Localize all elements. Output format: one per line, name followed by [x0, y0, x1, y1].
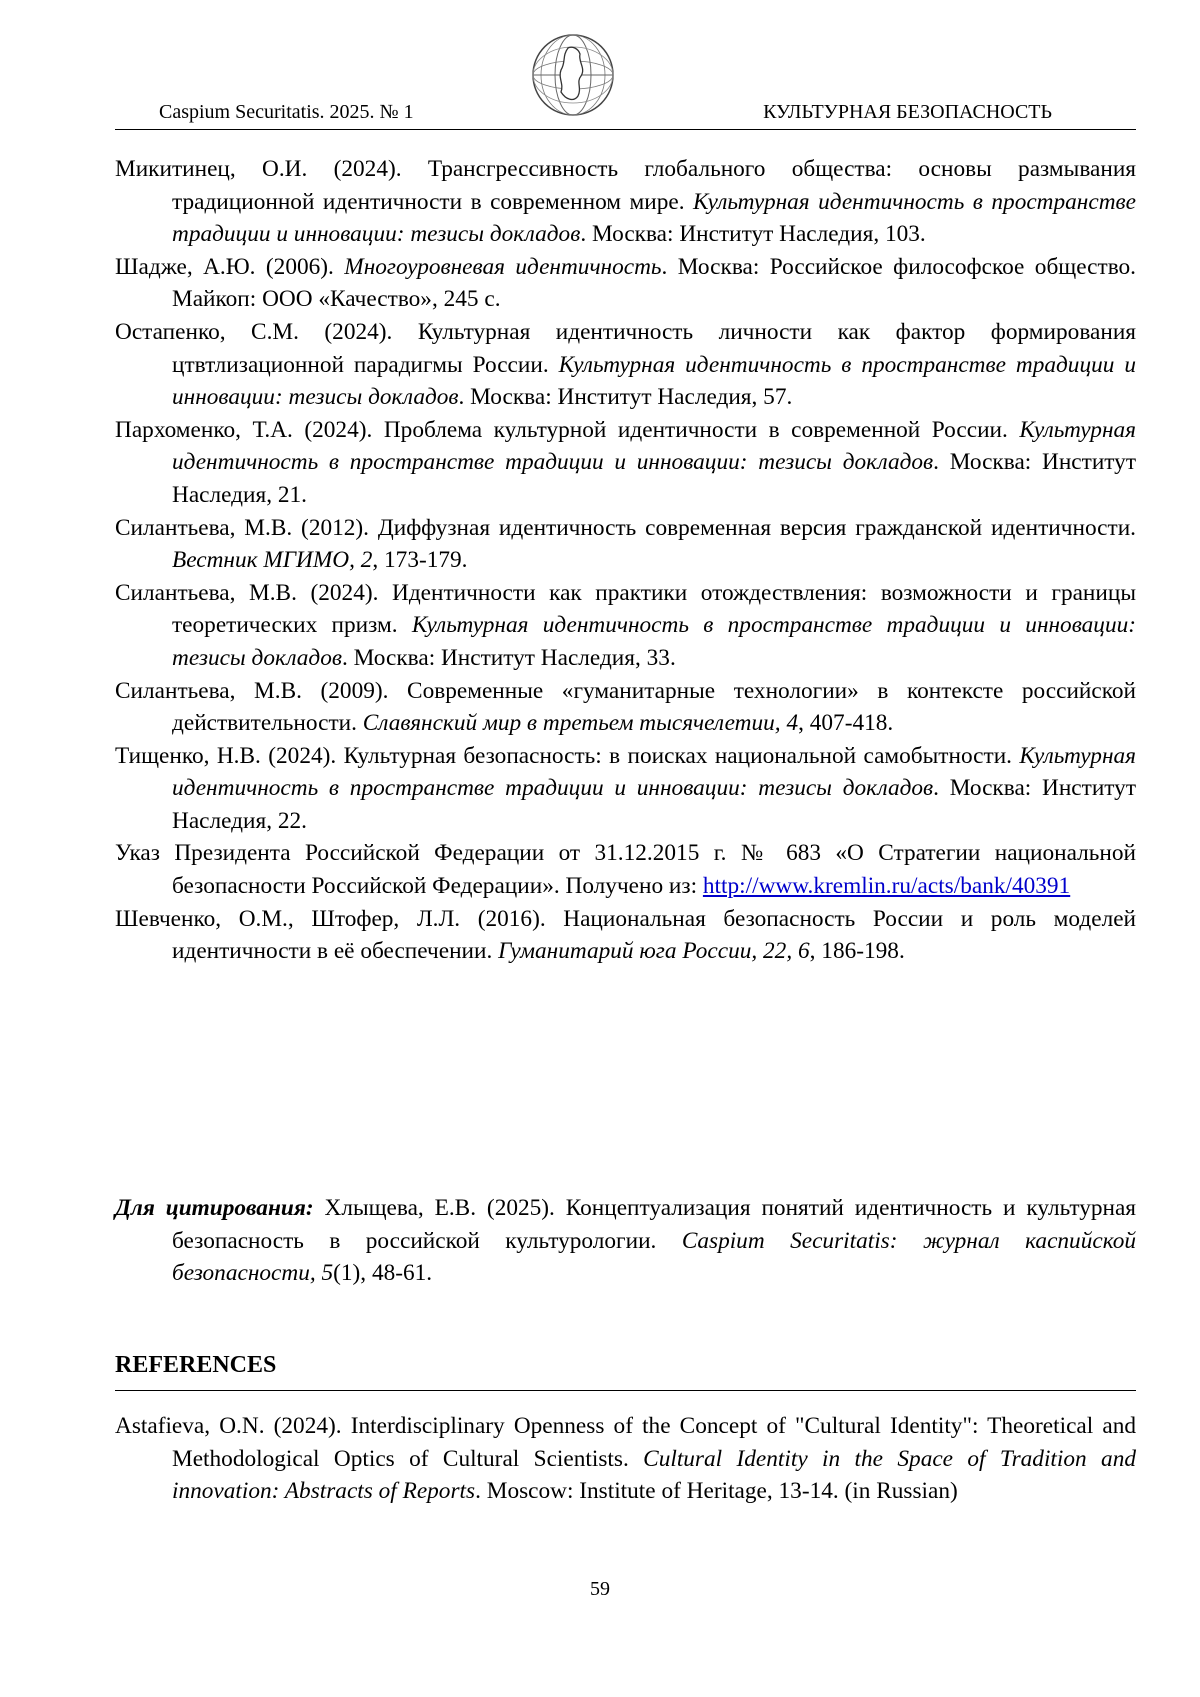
reference-item: Шевченко, О.М., Штофер, Л.Л. (2016). Национальная безопасность России и роль моделей идентичности в её обеспечении. Гуманитарий юга России, 22, 6, 186-198. [115, 905, 1136, 965]
reference-item: Остапенко, С.М. (2024). Культурная идентичность личности как фактор формирования цтвтлизационной парадигмы России. Культурная идентичность в пространстве традиции и инновации: тезисы докладов. Москва: Институт Наследия, 57. [115, 318, 1136, 411]
reference-item: Шадже, А.Ю. (2006). Многоуровневая идентичность. Москва: Российское философское общество. Майкоп: ООО «Качество», 245 с. [115, 253, 1137, 313]
reference-item: Силантьева, М.В. (2012). Диффузная идентичность современная версия гражданской идентичности. Вестник МГИМО, 2, 173-179. [115, 514, 1136, 574]
journal-title: Caspium Securitatis. 2025. № 1 [159, 101, 414, 123]
reference-item: Astafieva, O.N. (2024). Interdisciplinary Openness of the Concept of "Cultural Identity": Theoretical and Methodological Optics of Cultural Scientists. Cultural Identity in the Space of Tradition and innovation: Abstracts of Reports. Moscow: Institute of Heritage, 13-14. (in Russian) [115, 1413, 1136, 1505]
reference-item: Пархоменко, Т.А. (2024). Проблема культурной идентичности в современной России. Культурная идентичность в пространстве традиции и инновации: тезисы докладов. Москва: Институт Наследия, 21. [115, 416, 1136, 508]
kremlin-link[interactable]: http://www.kremlin.ru/acts/bank/40391 [702, 873, 1071, 900]
references-heading: REFERENCES [115, 1352, 1136, 1391]
reference-item: Тищенко, Н.В. (2024). Культурная безопасность: в поисках национальной самобытности. Культурная идентичность в пространстве традиции и инновации: тезисы докладов. Москва: Институт Наследия, 22. [115, 742, 1136, 834]
page-header [115, 30, 1136, 130]
citation-block: Для цитирования: Хлыщева, Е.В. (2025). Концептуализация понятий идентичность и культурная безопасность в российской культурологии. Caspium Securitatis: журнал каспийской безопасности, 5(1), 48-61. [115, 1195, 1137, 1287]
reference-item: Указ Президента Российской Федерации от 31.12.2015 г. № 683 «О Стратегии национальной безопасности Российской Федерации». Получено из: http://www.kremlin.ru/acts/bank/40391 [115, 840, 1136, 900]
reference-item: Микитинец, О.И. (2024). Трансгрессивность глобального общества: основы размывания традиционной идентичности в современном мире. Культурная идентичность в пространстве традиции и инновации: тезисы докладов. Москва: Институт Наследия, 103. [115, 156, 1136, 248]
citation-label: Для цитирования: [115, 1195, 314, 1221]
reference-item: Силантьева, М.В. (2009). Современные «гуманитарные технологии» в контексте российской действительности. Славянский мир в третьем тысячелетии, 4, 407-418. [115, 677, 1136, 737]
section-title: КУЛЬТУРНАЯ БЕЗОПАСНОСТЬ [763, 101, 1052, 123]
references-list-en [115, 1410, 1136, 1508]
globe-logo-icon [528, 30, 618, 120]
page-number: 59 [590, 1578, 610, 1600]
references-list-ru [115, 153, 1136, 968]
header-rule [115, 129, 1136, 130]
reference-item: Силантьева, М.В. (2024). Идентичности как практики отождествления: возможности и границы теоретических призм. Культурная идентичность в пространстве традиции и инновации: тезисы докладов. Москва: Институт Наследия, 33. [115, 579, 1137, 671]
